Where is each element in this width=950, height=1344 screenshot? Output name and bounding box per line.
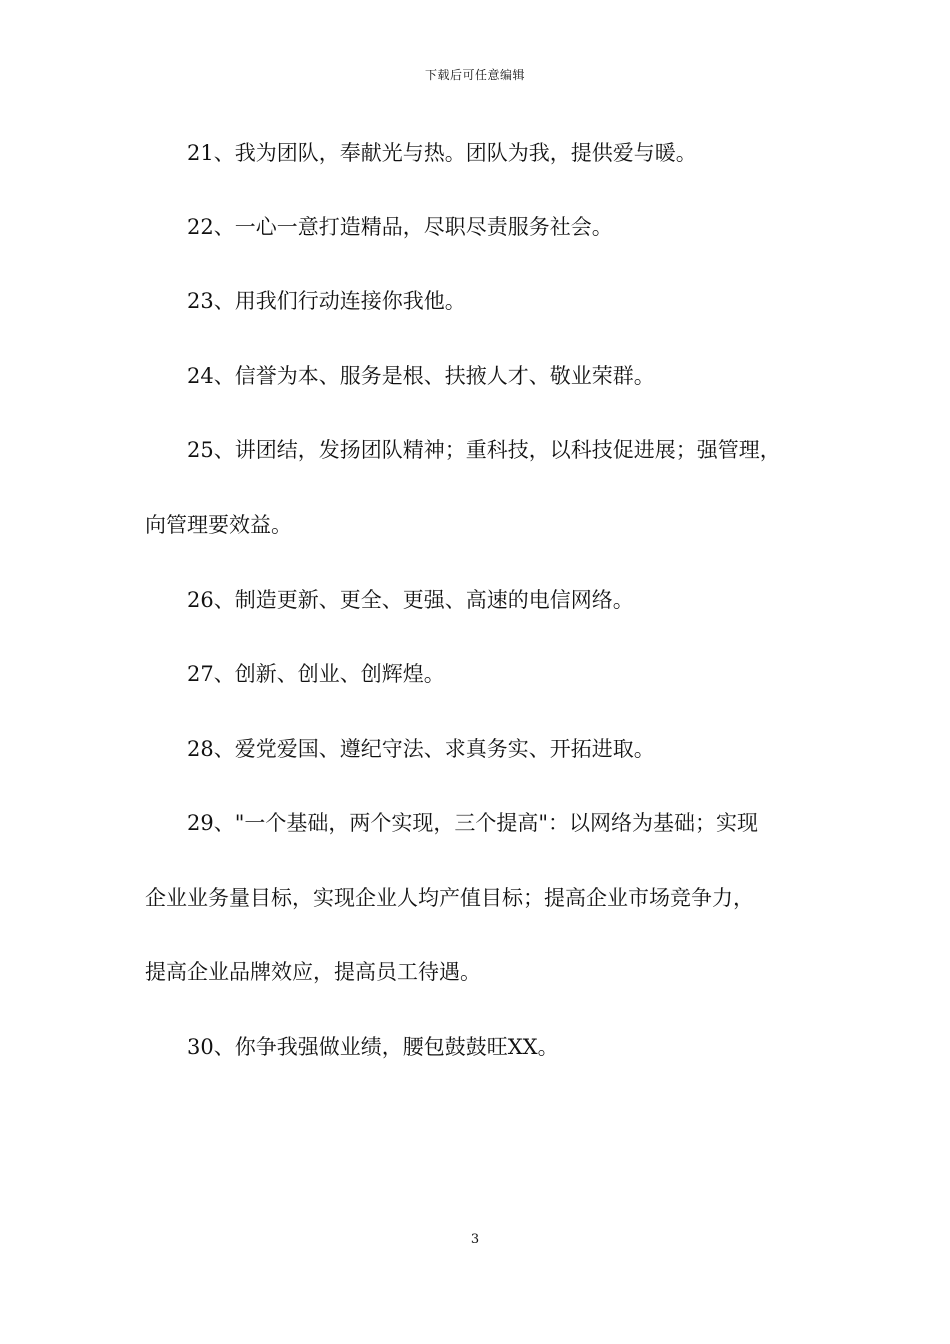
paragraph-28: 28、爱党爱国、遵纪守法、求真务实、开拓进取。 [187, 737, 655, 761]
paragraph-23: 23、用我们行动连接你我他。 [187, 289, 466, 313]
page-number: 3 [470, 1232, 480, 1247]
paragraph-30: 30、你争我强做业绩，腰包鼓鼓旺XX。 [187, 1035, 559, 1059]
paragraph-27: 27、创新、创业、创辉煌。 [187, 662, 445, 686]
paragraph-29-line-2: 企业业务量目标，实现企业人均产值目标；提高企业市场竞争力， [145, 886, 754, 910]
paragraph-29-line-3: 提高企业品牌效应，提高员工待遇。 [145, 960, 481, 984]
page-header: 下载后可任意编辑 [424, 68, 525, 82]
paragraph-22: 22、一心一意打造精品，尽职尽责服务社会。 [187, 215, 613, 239]
paragraph-25-line-2: 向管理要效益。 [145, 513, 292, 537]
paragraph-25-line-1: 25、讲团结，发扬团队精神；重科技，以科技促进展；强管理， [187, 438, 781, 462]
paragraph-26: 26、制造更新、更全、更强、高速的电信网络。 [187, 588, 634, 612]
paragraph-21: 21、我为团队，奉献光与热。团队为我，提供爱与暖。 [187, 141, 697, 165]
paragraph-24: 24、信誉为本、服务是根、扶掖人才、敬业荣群。 [187, 364, 655, 388]
paragraph-29-line-1: 29、"一个基础，两个实现，三个提高"：以网络为基础；实现 [187, 811, 759, 835]
